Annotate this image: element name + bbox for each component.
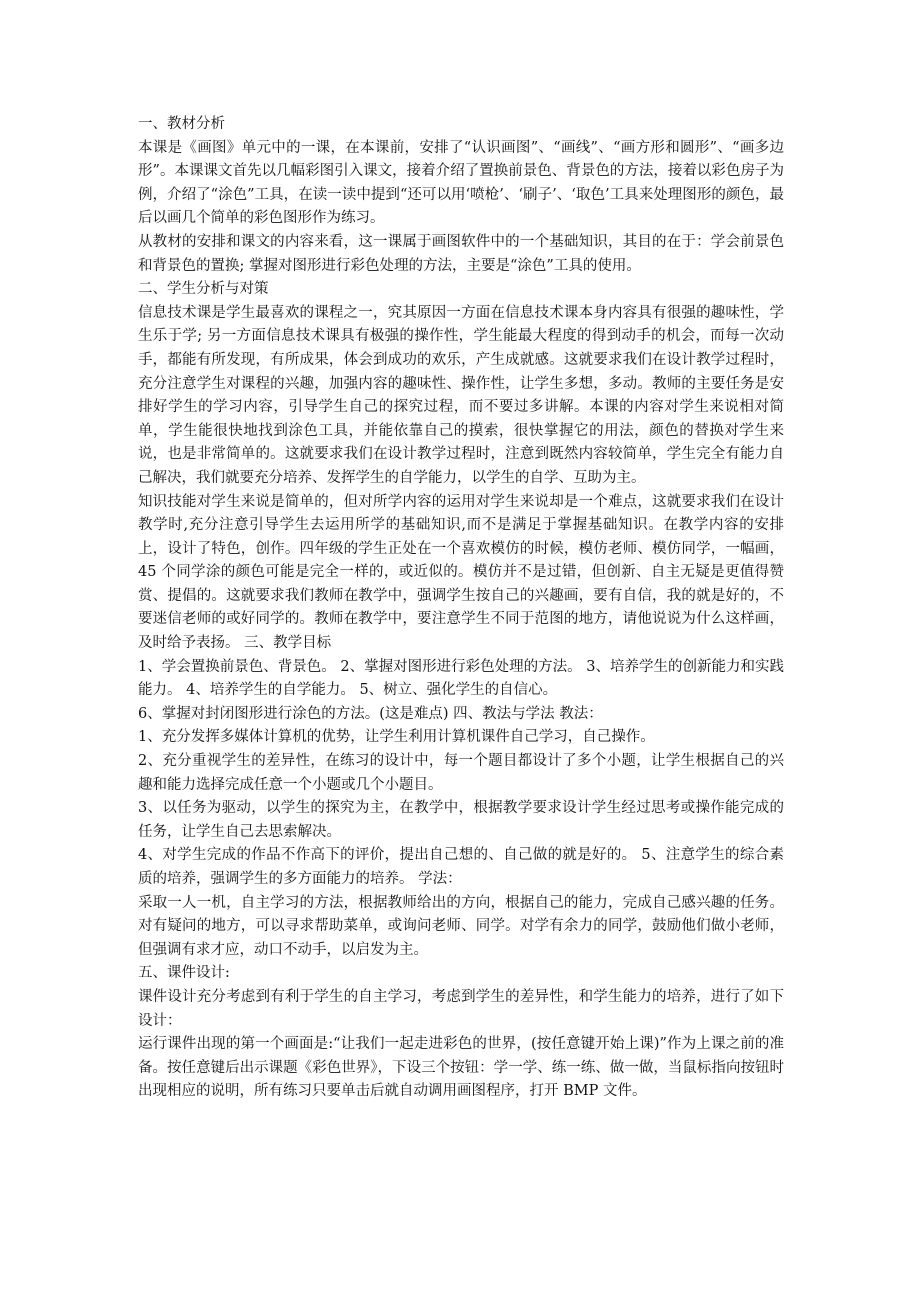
paragraph: 1、充分发挥多媒体计算机的优势，让学生利用计算机课件自己学习，自己操作。 — [138, 729, 655, 746]
paragraph: 1、学会置换前景色、背景色。 2、掌握对图形进行彩色处理的方法。 3、培养学生的创新能力和实践能力。 4、培养学生的自学能力。 5、树立、强化学生的自信心。 — [138, 658, 784, 699]
paragraph: 3、以任务为驱动，以学生的探究为主，在教学中，根据教学要求设计学生经过思考或操作能完成的任务，让学生自己去思索解决。 — [138, 800, 784, 840]
paragraph: 课件设计充分考虑到有利于学生的自主学习，考虑到学生的差异性，和学生能力的培养，进行了如下设计： — [138, 988, 784, 1029]
paragraph: 4、对学生完成的作品不作高下的评价，提出自己想的、自己做的就是好的。 5、注意学生的综合素质的培养，强调学生的多方面能力的培养。 学法： — [138, 847, 784, 887]
paragraph: 2、充分重视学生的差异性，在练习的设计中，每一个题目都设计了多个小题，让学生根据自己的兴趣和能力选择完成任意一个小题或几个小题目。 — [138, 753, 784, 793]
heading-courseware-design: 五、课件设计: — [138, 965, 230, 982]
document-body — [138, 113, 784, 1104]
paragraph: 知识技能对学生来说是简单的，但对所学内容的运用对学生来说却是一个难点，这就要求我们在设计教学时,充分注意引导学生去运用所学的基础知识,而不是满足于掌握基础知识。在教学内容的安排上，设计了特色，创作。四年级的学生正处在一个喜欢模仿的时候，模仿老师、模仿同学，一幅画，45 个同学涂的颜色可能是完全一样的，或近似的。模仿并不是过错，但创新、自主无疑是更值得赞赏、提倡的。这就要求我们教师在教学中，强调学生按自己的兴趣画，要有自信，我的就是好的，不要迷信老师的或好同学的。教师在教学中，要注意学生不同于范图的地方，请他说说为什么这样画，及时给予表扬。 三、教学目标 — [138, 493, 784, 652]
paragraph: 6、掌握对封闭图形进行涂色的方法。(这是难点) 四、教法与学法 教法： — [138, 705, 603, 722]
paragraph: 本课是《画图》单元中的一课，在本课前，安排了“认识画图”、“画线”、“画方形和圆形”、“画多边形”。本课课文首先以几幅彩图引入课文，接着介绍了置换前景色、背景色的方法，接着以彩色房子为例，介绍了“涂色”工具，在读一读中提到“还可以用‘喷枪’、‘刷子’、‘取色’工具来处理图形的颜色，最后以画几个简单的彩色图形作为练习。 — [138, 139, 784, 227]
paragraph: 从教材的安排和课文的内容来看，这一课属于画图软件中的一个基础知识，其目的在于：学会前景色和背景色的置换; 掌握对图形进行彩色处理的方法，主要是“涂色”工具的使用。 — [138, 233, 784, 274]
paragraph: 信息技术课是学生最喜欢的课程之一，究其原因一方面在信息技术课本身内容具有很强的趣味性，学生乐于学; 另一方面信息技术课具有极强的操作性，学生能最大程度的得到动手的机会，而每一次动手，都能有所发现，有所成果，体会到成功的欢乐，产生成就感。这就要求我们在设计教学过程时，充分注意学生对课程的兴趣，加强内容的趣味性、操作性，让学生多想，多动。教师的主要任务是安排好学生的学习内容，引导学生自己的探究过程，而不要过多讲解。本课的内容对学生来说相对简单，学生能很快地找到涂色工具，并能依靠自己的摸索，很快掌握它的用法，颜色的替换对学生来说，也是非常简单的。这就要求我们在设计教学过程时，注意到既然内容较简单，学生完全有能力自己解决，我们就要充分培养、发挥学生的自学能力，以学生的自学、互助为主。 — [138, 304, 784, 486]
paragraph: 运行课件出现的第一个画面是:“让我们一起走进彩色的世界，(按任意键开始上课)”作为上课之前的准备。按任意键后出示课题《彩色世界》，下设三个按钮：学一学、练一练、做一做，当鼠标指向按钮时出现相应的说明，所有练习只要单击后就自动调用画图程序，打开 BMP 文件。 — [138, 1036, 784, 1100]
paragraph: 采取一人一机，自主学习的方法，根据教师给出的方向，根据自己的能力，完成自己感兴趣的任务。对有疑问的地方，可以寻求帮助菜单，或询问老师、同学。对学有余力的同学，鼓励他们做小老师，但强调有求才应，动口不动手，以启发为主。 — [138, 894, 784, 958]
heading-student-analysis: 二、学生分析与对策 — [138, 281, 269, 298]
heading-textbook-analysis: 一、教材分析 — [138, 116, 225, 132]
